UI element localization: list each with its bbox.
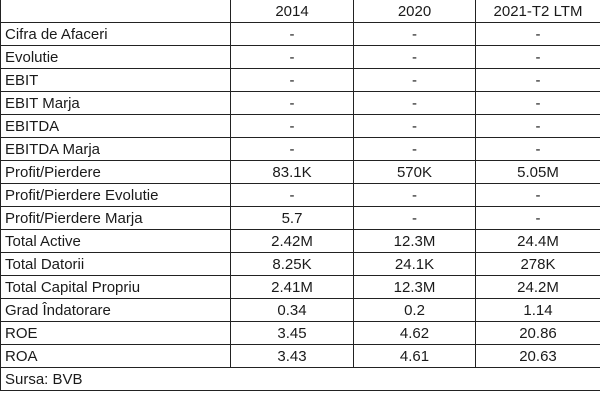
table-row bbox=[1, 345, 600, 368]
table-row bbox=[1, 23, 600, 46]
table-cell: 24.1K bbox=[354, 253, 476, 276]
table-cell: 0.2 bbox=[354, 299, 476, 322]
table-cell: 4.62 bbox=[354, 322, 476, 345]
table-cell: - bbox=[476, 69, 600, 92]
table-cell: 1.14 bbox=[476, 299, 600, 322]
row-label: Total Active bbox=[1, 230, 231, 253]
table-cell: 3.43 bbox=[231, 345, 354, 368]
table-cell: 570K bbox=[354, 161, 476, 184]
table-cell: - bbox=[476, 46, 600, 69]
row-label: Cifra de Afaceri bbox=[1, 23, 231, 46]
row-label: Total Datorii bbox=[1, 253, 231, 276]
table-row bbox=[1, 276, 600, 299]
table-row bbox=[1, 115, 600, 138]
table-cell: 0.34 bbox=[231, 299, 354, 322]
table-row bbox=[1, 92, 600, 115]
table-cell: 12.3M bbox=[354, 276, 476, 299]
table-cell: - bbox=[231, 115, 354, 138]
table-cell: 2.41M bbox=[231, 276, 354, 299]
row-label: Profit/Pierdere Marja bbox=[1, 207, 231, 230]
table-cell: 278K bbox=[476, 253, 600, 276]
row-label: Profit/Pierdere Evolutie bbox=[1, 184, 231, 207]
table-cell: 20.86 bbox=[476, 322, 600, 345]
table-cell: 3.45 bbox=[231, 322, 354, 345]
table-cell: 8.25K bbox=[231, 253, 354, 276]
table-row bbox=[1, 69, 600, 92]
row-label: EBIT Marja bbox=[1, 92, 231, 115]
table-cell: - bbox=[231, 138, 354, 161]
row-label: EBIT bbox=[1, 69, 231, 92]
table-cell: 24.4M bbox=[476, 230, 600, 253]
row-label: Evolutie bbox=[1, 46, 231, 69]
table-cell: - bbox=[476, 23, 600, 46]
row-label: Profit/Pierdere bbox=[1, 161, 231, 184]
table-row bbox=[1, 299, 600, 322]
table-cell: - bbox=[354, 207, 476, 230]
table-row bbox=[1, 253, 600, 276]
table-body bbox=[1, 23, 600, 368]
table-cell: - bbox=[354, 46, 476, 69]
table-row bbox=[1, 184, 600, 207]
table-cell: - bbox=[231, 23, 354, 46]
row-label: ROA bbox=[1, 345, 231, 368]
table-cell: - bbox=[354, 138, 476, 161]
table-cell: - bbox=[354, 92, 476, 115]
table-row bbox=[1, 161, 600, 184]
column-header-2014: 2014 bbox=[231, 0, 354, 23]
table-row bbox=[1, 322, 600, 345]
table-cell: 12.3M bbox=[354, 230, 476, 253]
row-label: Grad Îndatorare bbox=[1, 299, 231, 322]
source-note: Sursa: BVB bbox=[1, 368, 600, 391]
row-label: EBITDA bbox=[1, 115, 231, 138]
column-header-2020: 2020 bbox=[354, 0, 476, 23]
table-row bbox=[1, 230, 600, 253]
table-row bbox=[1, 46, 600, 69]
table-cell: - bbox=[354, 69, 476, 92]
table-cell: - bbox=[476, 184, 600, 207]
table-cell: 83.1K bbox=[231, 161, 354, 184]
table-cell: - bbox=[231, 92, 354, 115]
table-cell: - bbox=[476, 207, 600, 230]
column-header-2021-t2-ltm: 2021-T2 LTM bbox=[476, 0, 600, 23]
table-cell: 20.63 bbox=[476, 345, 600, 368]
table-row bbox=[1, 138, 600, 161]
table-cell: 5.05M bbox=[476, 161, 600, 184]
row-label: Total Capital Propriu bbox=[1, 276, 231, 299]
row-label: EBITDA Marja bbox=[1, 138, 231, 161]
table-cell: - bbox=[476, 92, 600, 115]
table-cell: 24.2M bbox=[476, 276, 600, 299]
header-row bbox=[1, 0, 600, 23]
table-cell: 4.61 bbox=[354, 345, 476, 368]
table-cell: 2.42M bbox=[231, 230, 354, 253]
table-cell: - bbox=[354, 184, 476, 207]
source-row bbox=[1, 368, 600, 391]
table-cell: - bbox=[476, 115, 600, 138]
header-corner bbox=[1, 0, 231, 23]
table-cell: - bbox=[476, 138, 600, 161]
table-cell: - bbox=[354, 23, 476, 46]
table-cell: - bbox=[231, 69, 354, 92]
table-cell: - bbox=[231, 46, 354, 69]
table-cell: - bbox=[354, 115, 476, 138]
table-cell: - bbox=[231, 184, 354, 207]
table-row bbox=[1, 207, 600, 230]
table-cell: 5.7 bbox=[231, 207, 354, 230]
row-label: ROE bbox=[1, 322, 231, 345]
